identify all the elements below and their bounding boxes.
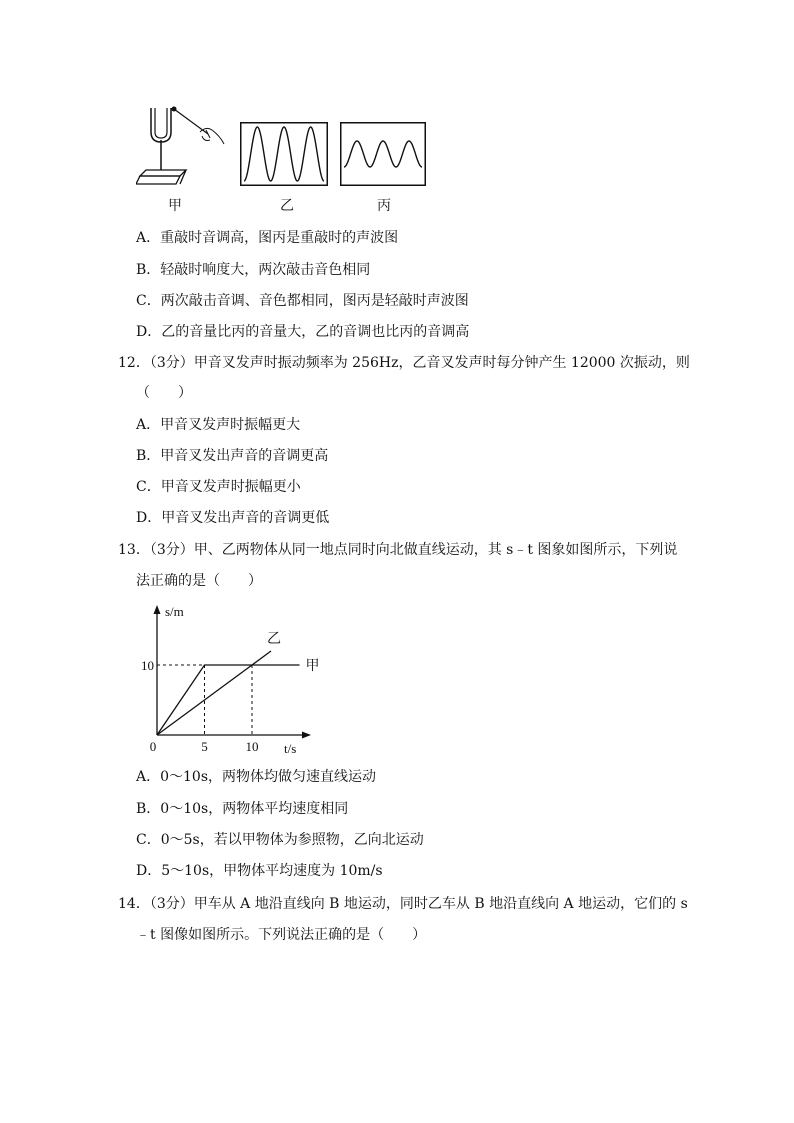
q11-option-a: A．重敲时音调高，图丙是重敲时的声波图: [136, 230, 399, 246]
figure-label-bing: 丙: [377, 198, 391, 214]
waveform-bing-curve: [344, 141, 422, 167]
x-axis-label: t/s: [284, 741, 297, 756]
q12-option-d: D．甲音叉发出声音的音调更低: [136, 510, 330, 526]
y-axis-arrow: [154, 605, 161, 614]
y-tick-label-10: 10: [141, 658, 154, 673]
waveform-yi-frame: [241, 123, 328, 186]
q13-option-a: A．0～10s，两物体均做匀速直线运动: [136, 769, 377, 785]
waveform-bing-frame: [341, 123, 426, 186]
x-axis-arrow: [302, 732, 311, 739]
q12-stem-line2: （ ）: [136, 385, 192, 401]
x-tick-label-2: 10: [245, 739, 259, 754]
figure-label-jia: 甲: [168, 198, 182, 214]
waveform-yi: [240, 122, 328, 186]
q13-option-d: D．5～10s，甲物体平均速度为 10m/s: [136, 863, 383, 879]
q12-stem-line1: 12．（3分）甲音叉发声时振动频率为 256Hz，乙音叉发声时每分钟产生 12000 次振动，则: [118, 355, 690, 371]
series-line-0: [157, 665, 300, 735]
waveform-yi-curve: [244, 127, 324, 181]
figure-label-yi: 乙: [280, 198, 294, 214]
y-axis-label: s/m: [165, 604, 184, 619]
q13-option-b: B．0～10s，两物体平均速度相同: [136, 801, 349, 817]
q12-option-a: A．甲音叉发声时振幅更大: [136, 417, 301, 433]
q12-option-b: B．甲音叉发出声音的音调更高: [136, 448, 329, 464]
series-line-1: [157, 651, 271, 735]
q11-option-b: B．轻敲时响度大，两次敲击音色相同: [136, 262, 371, 278]
q13-stem-line1: 13．（3分）甲、乙两物体从同一地点同时向北做直线运动，其 s﹣t 图象如图所示，下列说: [118, 542, 678, 558]
q13-stem-line2: 法正确的是（ ）: [136, 573, 262, 589]
q11-option-c: C．两次敲击音调、音色都相同，图丙是轻敲时声波图: [136, 293, 469, 309]
q14-stem-line1: 14．（3分）甲车从 A 地沿直线向 B 地运动，同时乙车从 B 地沿直线向 A 地运动，它们的 s: [118, 896, 688, 912]
x-tick-label-1: 5: [201, 739, 208, 754]
q14-stem-line2: ﹣t 图像如图所示。下列说法正确的是（ ）: [136, 927, 427, 943]
series-label-1: 乙: [267, 632, 281, 647]
st-graph: [130, 600, 350, 760]
q13-option-c: C．0～5s，若以甲物体为参照物，乙向北运动: [136, 832, 424, 848]
x-tick-label-0: 0: [149, 739, 157, 754]
q11-option-d: D．乙的音量比丙的音量大，乙的音调也比丙的音调高: [136, 324, 470, 340]
waveform-bing: [340, 122, 426, 186]
q12-option-c: C．甲音叉发声时振幅更小: [136, 479, 301, 495]
series-label-0: 甲: [305, 659, 320, 674]
